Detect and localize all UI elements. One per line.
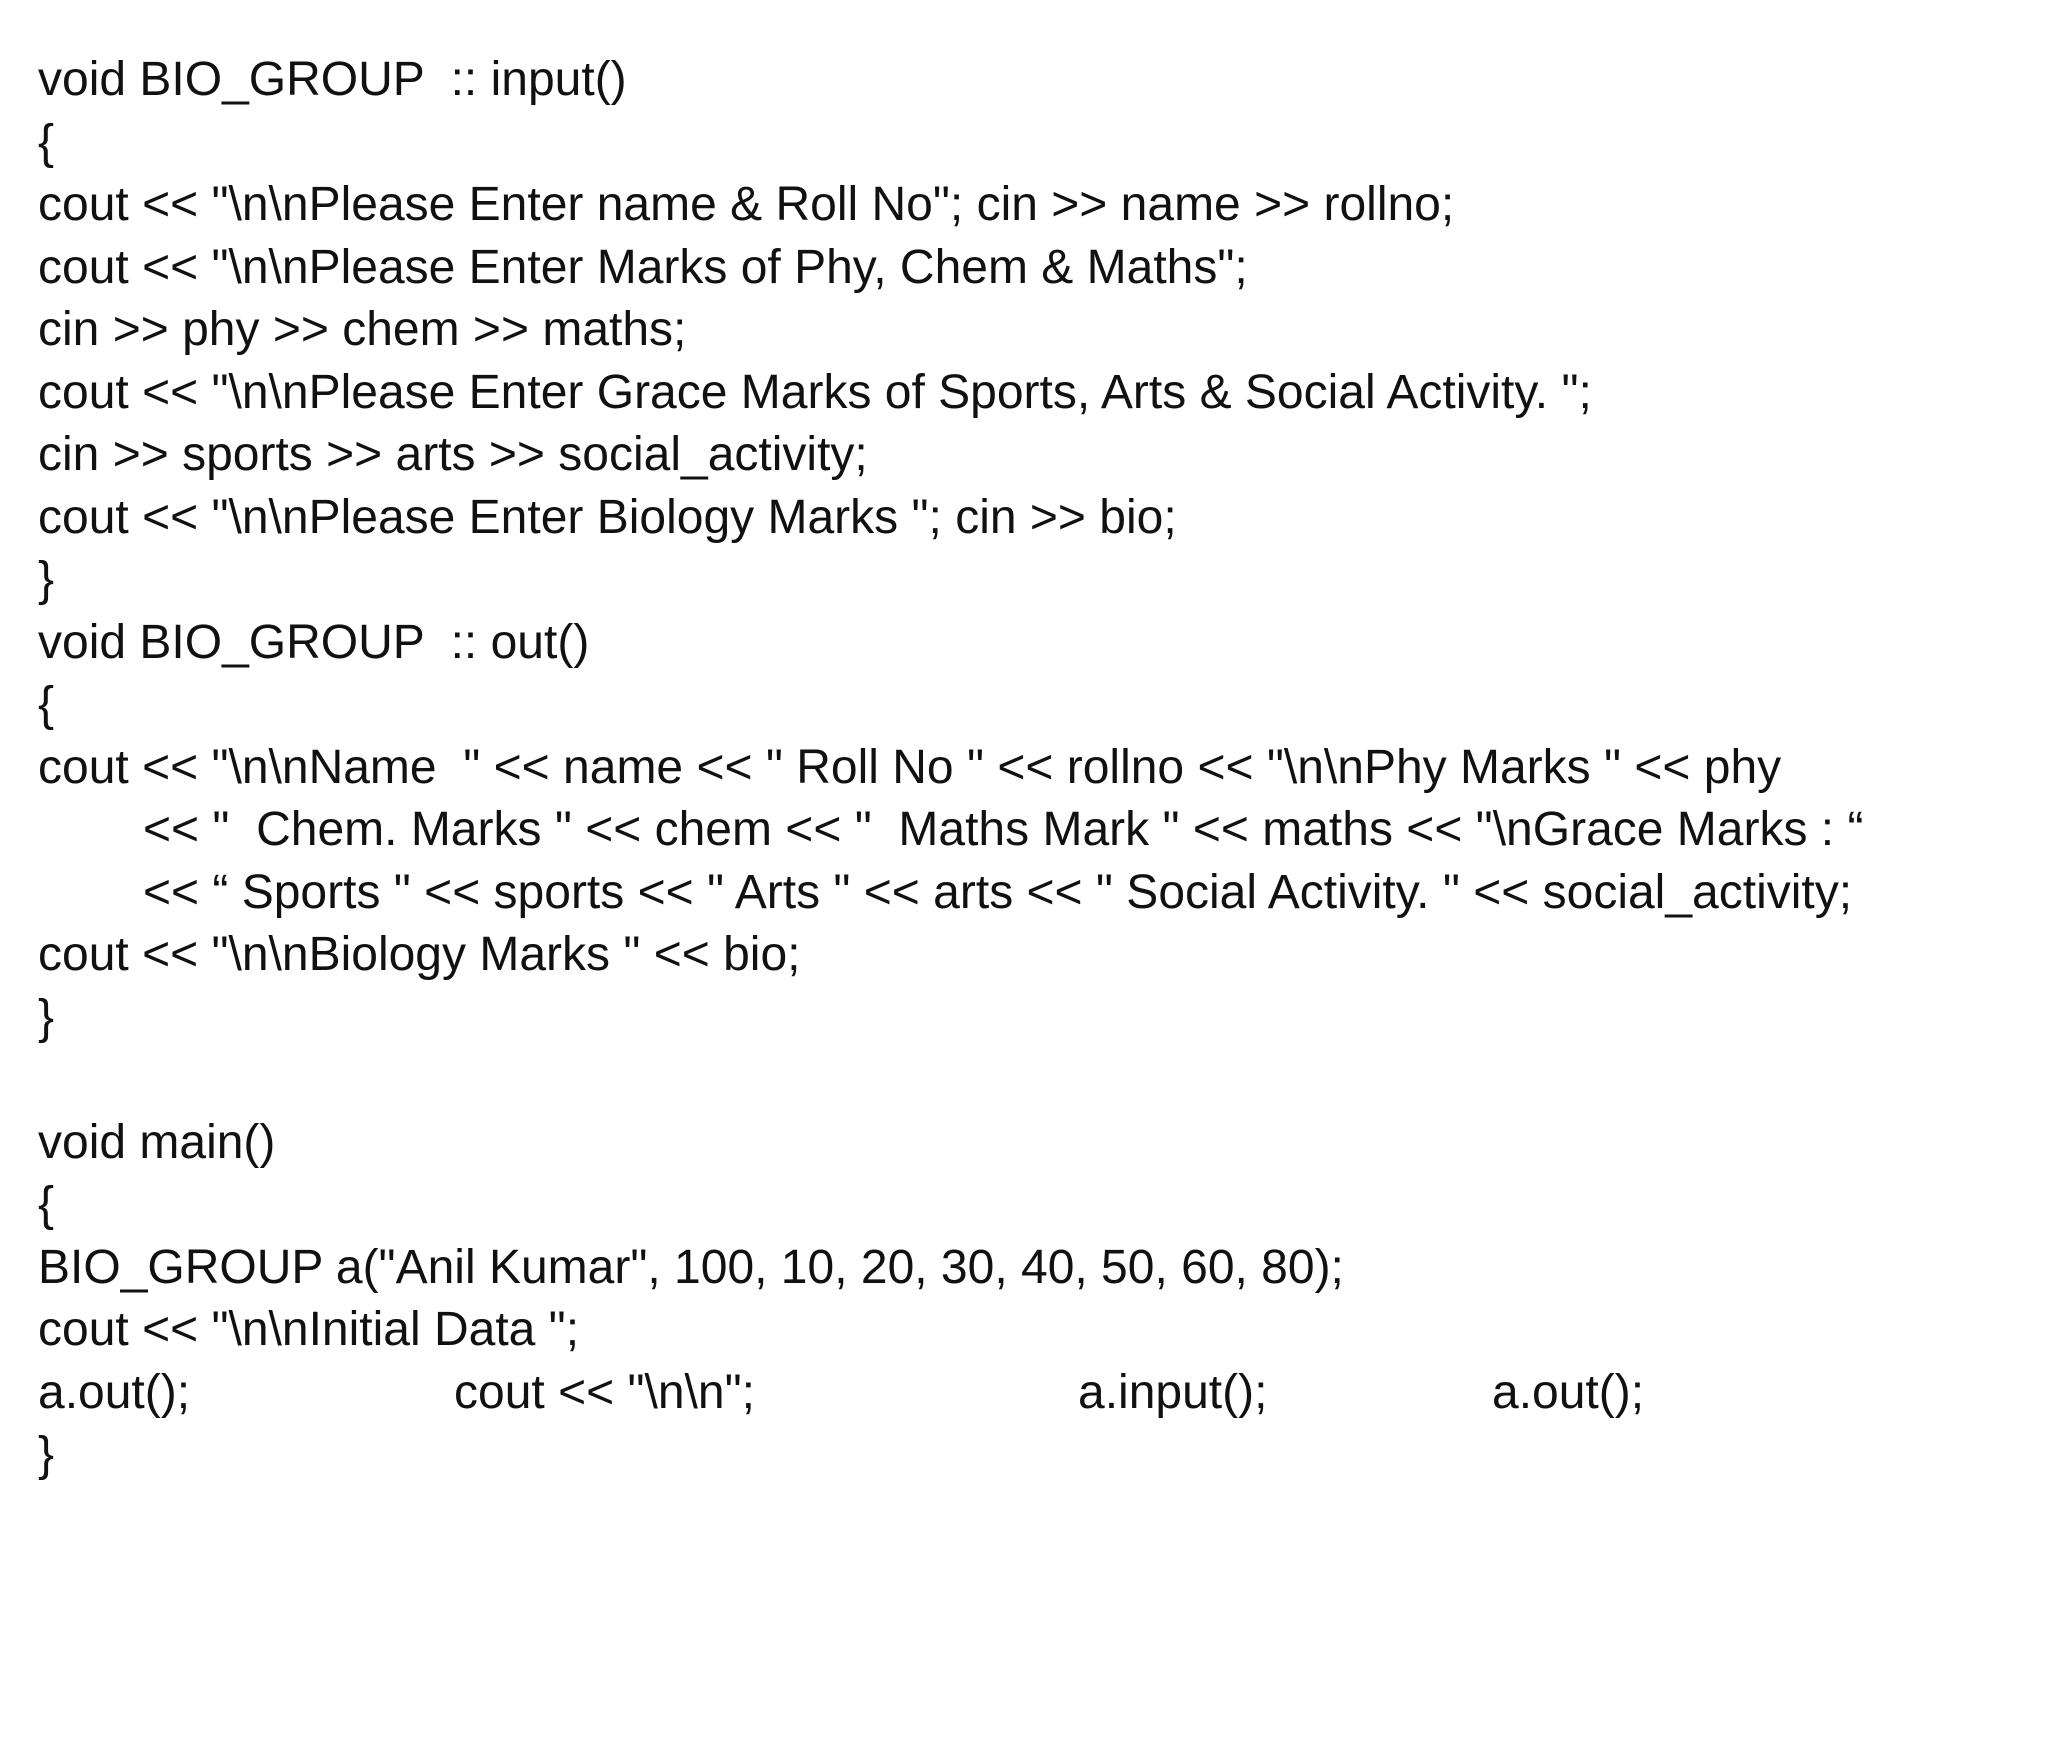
code-line: } bbox=[38, 990, 55, 1044]
call-input: a.input(); bbox=[1078, 1365, 1268, 1419]
code-line: void main() bbox=[38, 1115, 276, 1169]
code-line: cin >> phy >> chem >> maths; bbox=[38, 303, 687, 356]
code-line: cout << "\n\nPlease Enter Marks of Phy, Chem & Maths"; bbox=[38, 240, 1248, 294]
code-line: cout << "\n\nPlease Enter Biology Marks "; cin >> bio; bbox=[38, 490, 1177, 544]
code-line: cout << "\n\nInitial Data "; bbox=[38, 1303, 580, 1356]
code-line: } bbox=[38, 553, 55, 606]
code-line-calls bbox=[38, 1362, 2028, 1425]
code-line: cout << "\n\nName " << name << " Roll No " << rollno << "\n\nPhy Marks " << phy bbox=[38, 740, 1782, 794]
blank-line bbox=[38, 1049, 2028, 1112]
code-line-continuation: << " Chem. Marks " << chem << " Maths Mark " << maths << "\nGrace Marks : “ bbox=[143, 803, 1864, 856]
code-line: void BIO_GROUP :: input() bbox=[38, 53, 627, 106]
code-line: void BIO_GROUP :: out() bbox=[38, 615, 590, 669]
call-cout-newlines: cout << "\n\n"; bbox=[454, 1365, 755, 1419]
code-line: cout << "\n\nPlease Enter name & Roll No"; cin >> name >> rollno; bbox=[38, 178, 1455, 231]
code-line: { bbox=[38, 678, 55, 731]
code-block bbox=[38, 49, 2028, 1487]
call-out-1: a.out(); bbox=[38, 1365, 191, 1419]
code-line: cin >> sports >> arts >> social_activity; bbox=[38, 428, 868, 481]
code-line-continuation: << “ Sports " << sports << " Arts " << arts << " Social Activity. " << social_activity; bbox=[143, 865, 1853, 919]
code-line: { bbox=[38, 1178, 55, 1231]
code-line: BIO_GROUP a("Anil Kumar", 100, 10, 20, 30, 40, 50, 60, 80); bbox=[38, 1240, 1344, 1294]
code-line: cout << "\n\nPlease Enter Grace Marks of Sports, Arts & Social Activity. "; bbox=[38, 365, 1592, 419]
closing-brace: } bbox=[38, 1428, 55, 1481]
code-line: { bbox=[38, 115, 55, 169]
code-line: cout << "\n\nBiology Marks " << bio; bbox=[38, 928, 801, 981]
call-out-2: a.out(); bbox=[1492, 1365, 1645, 1419]
